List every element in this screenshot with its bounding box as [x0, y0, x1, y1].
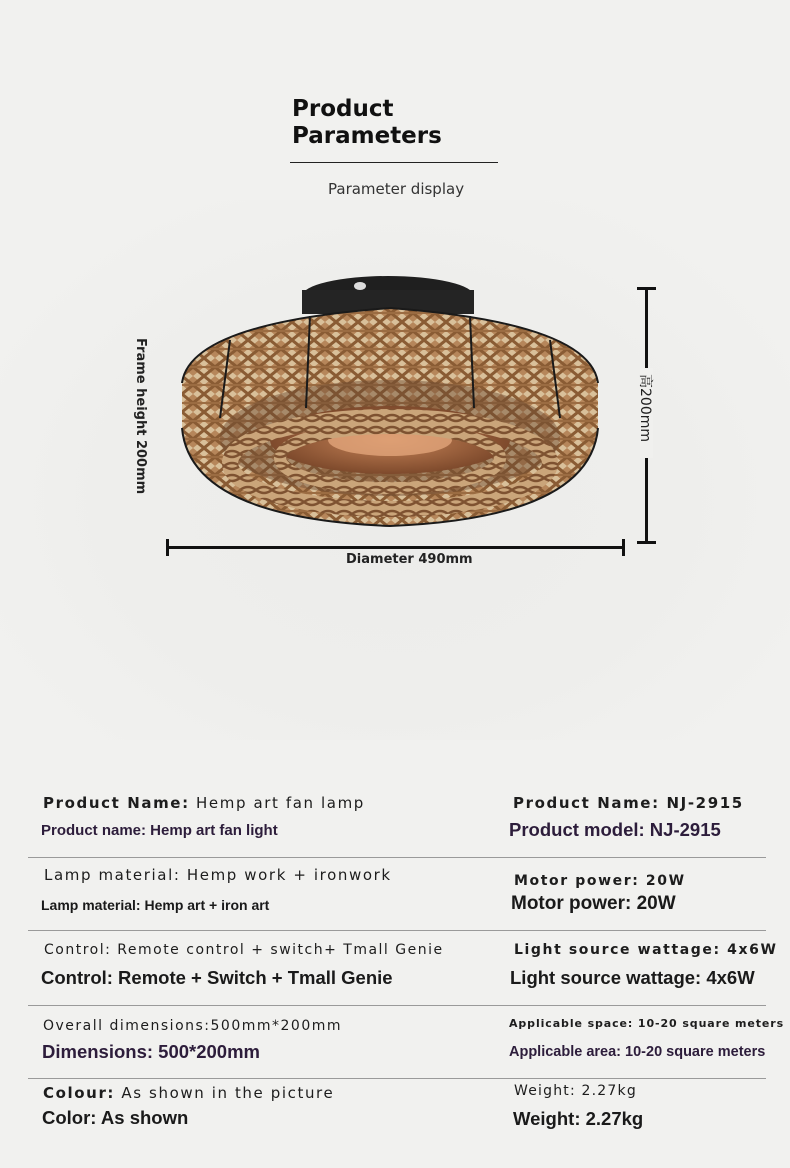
spec-product-name-heading: [43, 794, 365, 812]
spec-product-name-en: Product name: Hemp art fan light: [41, 822, 278, 839]
spec-divider: [28, 930, 766, 931]
spec-key: Colour:: [43, 1084, 116, 1102]
height-label: 高200mm: [637, 374, 653, 442]
spec-divider: [28, 1005, 766, 1006]
spec-weight-en: Weight: 2.27kg: [513, 1108, 644, 1129]
spec-value: Hemp art fan lamp: [189, 794, 365, 812]
title-divider: [290, 162, 498, 163]
spec-key: Product Name:: [43, 794, 190, 812]
spec-light-wattage-en: Light source wattage: 4x6W: [510, 967, 755, 988]
spec-space-heading: Applicable space: 10-20 square meters: [509, 1017, 785, 1030]
spec-value: As shown in the picture: [115, 1084, 335, 1102]
spec-control-en: Control: Remote + Switch + Tmall Genie: [41, 967, 393, 988]
spec-material-heading: Lamp material: Hemp work + ironwork: [44, 866, 392, 884]
spec-dimensions-en: Dimensions: 500*200mm: [42, 1041, 260, 1062]
spec-weight-heading: Weight: 2.27kg: [514, 1083, 637, 1099]
spec-product-model-en: Product model: NJ-2915: [509, 819, 721, 840]
title-line-1: Product: [292, 96, 394, 122]
diameter-label: Diameter 490mm: [346, 552, 473, 567]
page-subtitle: Parameter display: [328, 180, 465, 198]
spec-dimensions-heading: Overall dimensions:500mm*200mm: [43, 1018, 343, 1034]
spec-product-model-heading: Product Name: NJ-2915: [513, 794, 744, 812]
diameter-dimension-line: [166, 546, 625, 549]
spec-colour-heading: [43, 1084, 334, 1102]
spec-divider: [28, 857, 766, 858]
spec-divider: [28, 1078, 766, 1079]
spec-motor-en: Motor power: 20W: [511, 893, 676, 914]
spec-control-heading: Control: Remote control + switch+ Tmall Genie: [44, 942, 444, 958]
spec-colour-en: Color: As shown: [42, 1107, 189, 1128]
spec-material-en: Lamp material: Hemp art + iron art: [41, 897, 270, 913]
title-line-2: Parameters: [292, 123, 442, 149]
page-title: [292, 96, 442, 150]
spec-light-wattage-heading: Light source wattage: 4x6W: [514, 942, 778, 958]
rattan-fan-lamp-image: [160, 268, 620, 538]
spec-motor-heading: Motor power: 20W: [514, 873, 686, 889]
spec-space-en: Applicable area: 10-20 square meters: [509, 1044, 766, 1060]
frame-height-label: Frame height 200mm: [133, 338, 148, 495]
